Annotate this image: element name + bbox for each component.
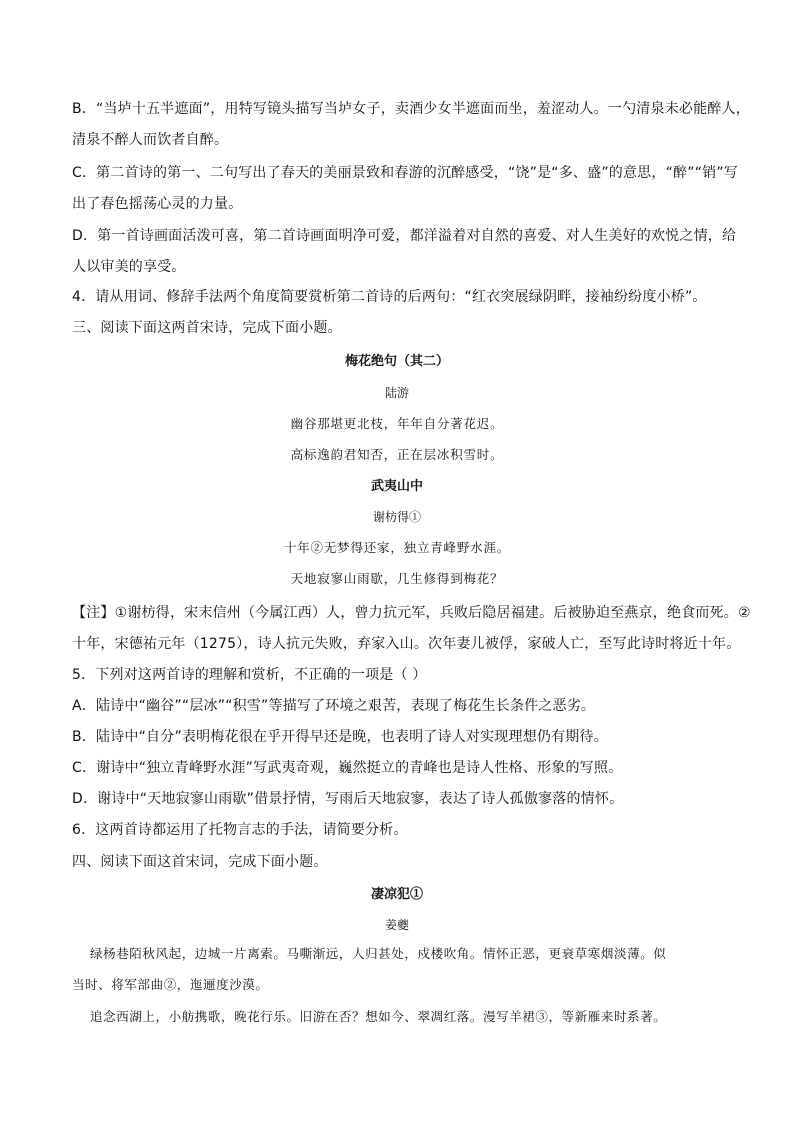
option-c-line1: C．第二首诗的第一、二句写出了春天的美丽景致和春游的沉醉感受，“饶”是“多、盛”的意思，“醉”“销”写 [72,165,738,181]
poem1-title: 梅花绝句（其二） [344,354,449,369]
poem1-line2: 高标逸韵君知否，正在层冰积雪时。 [290,447,504,462]
poem1-author: 陆游 [384,386,409,400]
question-5-stem: 5．下列对这两首诗的理解和赏析，不正确的一项是（ ） [72,667,427,683]
question-5-option-a: A．陆诗中“幽谷”“层冰”“积雪”等描写了环境之艰苦，表现了梅花生长条件之恶劣。 [72,698,596,714]
question-5-option-b: B．陆诗中“自分”表明梅花很在乎开得早还是晚，也表明了诗人对实现理想仍有期待。 [72,729,608,745]
question-5-option-d: D．谢诗中“天地寂寥山雨歇”借景抒情，写雨后天地寂寥，表达了诗人孤傲寥落的情怀。 [72,791,624,807]
section-4-heading: 四、阅读下面这首宋词，完成下面小题。 [72,854,328,870]
question-4: 4．请从用词、修辞手法两个角度简要赏析第二首诗的后两句：“红衣突展绿阴畔，接袖纷纷度小桥”。 [72,289,707,305]
option-c-line2: 出了春色摇荡心灵的力量。 [72,196,243,212]
poem2-author: 谢枋得① [372,510,421,524]
question-5-option-c: C．谢诗中“独立青峰野水涯”写武夷奇观，巍然挺立的青峰也是诗人性格、形象的写照。 [72,760,623,776]
note-line1: 【注】①谢枋得，宋末信州（今属江西）人，曾力抗元军，兵败后隐居福建。后被胁迫至燕京，绝食而死。② [72,605,751,621]
ci-line2: 当时、将军部曲②，迤逦度沙漠。 [72,977,269,992]
ci-line3: 追念西湖上，小舫携歌，晚花行乐。旧游在否？想如今、翠凋红落。漫写羊裙③，等新雁来时系著。 [90,1009,667,1024]
ci-line1: 绿杨巷陌秋风起，边城一片离索。马嘶渐远，人归甚处，戍楼吹角。情怀正恶，更衰草寒烟淡薄。似 [90,946,667,961]
poem2-line1: 十年②无梦得还家，独立青峰野水涯。 [283,540,511,555]
section-3-heading: 三、阅读下面这两首宋诗，完成下面小题。 [72,320,342,336]
poem1-line1: 幽谷那堪更北枝，年年自分著花迟。 [290,416,504,431]
ci-author: 姜夔 [384,918,409,932]
poem2-title: 武夷山中 [370,479,423,494]
question-6: 6．这两首诗都运用了托物言志的手法，请简要分析。 [72,822,408,838]
option-d-line2: 人以审美的享受。 [72,259,186,275]
option-d-line1: D．第一首诗画面活泼可喜，第二首诗画面明净可爱，都洋溢着对自然的喜爱、对人生美好的欢悦之情，给 [72,228,737,244]
option-b-line2: 清泉不醉人而饮者自醉。 [72,132,229,148]
ci-title: 凄凉犯① [370,887,423,902]
poem2-line2: 天地寂寥山雨歇，几生修得到梅花？ [290,571,504,586]
option-b-line1: B．“当垆十五半遮面”，用特写镜头描写当垆女子，卖酒少女半遮面而坐，羞涩动人。一勺清泉未必能醉人， [72,101,750,117]
note-line2: 十年，宋德祐元年（1275），诗人抗元失败，弃家入山。次年妻儿被俘，家破人亡，至写此诗时将近十年。 [72,636,741,652]
